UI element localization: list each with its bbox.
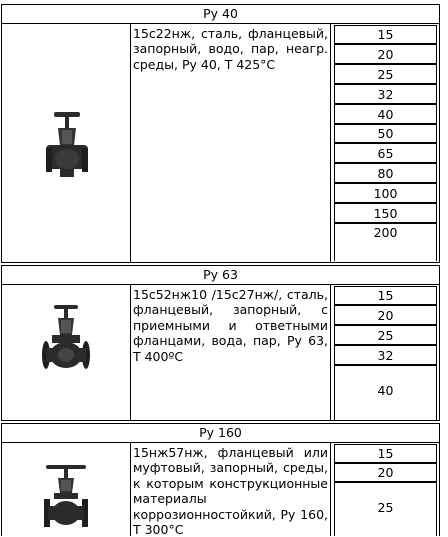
size-cell: 15 (334, 25, 437, 44)
size-cell: 40 (334, 365, 437, 420)
size-cell: 50 (334, 124, 437, 143)
size-cell: 25 (334, 325, 437, 345)
section-header-py63 (1, 265, 440, 285)
flanged-globe-valve-icon (2, 443, 130, 537)
valve-image-cell (2, 285, 131, 420)
valve-image-cell (2, 443, 131, 536)
flanged-globe-valve-icon (2, 285, 130, 420)
section-header-label: Ру 63 (203, 267, 238, 282)
nominal-size-list (334, 24, 439, 262)
size-cell: 40 (334, 104, 437, 124)
size-cell: 20 (334, 305, 437, 325)
size-cell: 15 (334, 444, 437, 463)
section-header-py160 (1, 423, 440, 443)
valve-image-cell (2, 24, 131, 262)
size-cell: 25 (334, 482, 437, 536)
section-header-py40 (1, 4, 440, 24)
flanged-globe-valve-icon (2, 24, 130, 262)
size-cell: 150 (334, 203, 437, 223)
size-cell: 200 (334, 223, 437, 261)
nominal-size-list (334, 285, 439, 420)
section-body-py160 (1, 442, 440, 536)
size-cell: 100 (334, 183, 437, 203)
size-cell: 65 (334, 143, 437, 163)
size-cell: 25 (334, 64, 437, 84)
size-cell: 32 (334, 84, 437, 104)
nominal-size-list (334, 443, 439, 536)
size-cell: 80 (334, 163, 437, 183)
section-body-py63 (1, 284, 440, 421)
valve-description: 15нж57нж, фланцевый или муфтовый, запорный, среды, к которым конструкционные материалы коррозионностойкий, Ру 160, Т 300°С (131, 443, 331, 536)
size-cell: 15 (334, 286, 437, 305)
valve-description: 15с52нж10 /15с27нж/, сталь, фланцевый, запорный, с приемными и ответными фланцами, вода, пар, Ру 63, Т 400ºС (131, 285, 331, 420)
size-cell: 20 (334, 463, 437, 482)
section-header-label: Ру 40 (203, 6, 238, 21)
section-header-label: Ру 160 (199, 425, 242, 440)
size-cell: 32 (334, 345, 437, 365)
valve-description: 15с22нж, сталь, фланцевый, запорный, водо, пар, неагр. среды, Ру 40, Т 425°С (131, 24, 331, 262)
section-body-py40 (1, 23, 440, 263)
size-cell: 20 (334, 44, 437, 64)
